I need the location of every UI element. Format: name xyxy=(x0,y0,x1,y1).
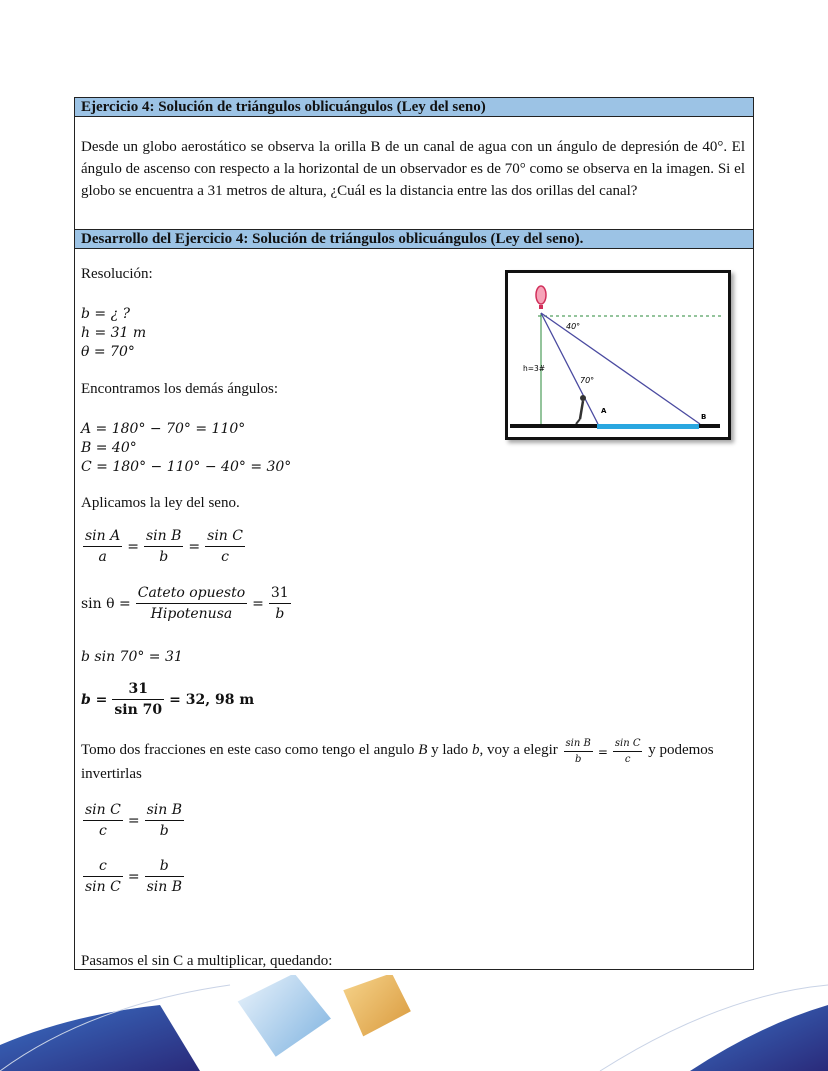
tomo-paragraph: Tomo dos fracciones en este caso como tengo el angulo B y lado b, voy a elegir $\frac{\text{sin B}}{b}$ = $\frac{\text{sin C}}{c}$ y podemos xyxy=(81,738,714,765)
sine-definition: sin θ = $\frac{\text{Cateto opuesto}}{\text{Hipotenusa}}$ = $\frac{31}{b}$ xyxy=(81,585,289,622)
angle-a: A = 180° − 70° = 110° xyxy=(81,421,246,437)
point-b-label: B xyxy=(701,413,707,421)
light-blue-tile xyxy=(235,975,335,1061)
b-result: b = $\frac{31}{\sin 70}$ = 32, 98 m xyxy=(81,681,255,718)
problem-statement: Desde un globo aerostático se observa la orilla B de un canal de agua con un ángulo de depresión de 40°. El ángulo de ascenso con respecto a la horizontal de un observador es de 70° como se observa en la imagen. Si el globo se encuentra a 31 metros de altura, ¿Cuál es la distancia entre las dos orillas del canal? xyxy=(81,139,745,199)
line-of-sight-b xyxy=(541,313,700,424)
exercise-header: Ejercicio 4: Solución de triángulos oblicuángulos (Ley del seno) xyxy=(75,98,753,117)
given-h: h = 31 m xyxy=(81,325,147,341)
balloon-figure xyxy=(505,270,731,440)
water-channel xyxy=(597,424,699,429)
pasamos-text: Pasamos el sin C a multiplicar, quedando: xyxy=(81,953,333,969)
right-blue-shape xyxy=(690,1005,828,1071)
observer-head xyxy=(580,395,586,401)
equation-ratio: $\frac{\text{sin C}}{c}$ = $\frac{\text{sin B}}{b}$ xyxy=(85,802,182,839)
observer-leg xyxy=(576,419,580,424)
tomo-line2: invertirlas xyxy=(81,766,142,782)
angle-c: C = 180° − 110° − 40° = 30° xyxy=(81,459,292,475)
triangle-diagram xyxy=(508,273,728,437)
balloon-basket xyxy=(539,305,543,309)
exercise-frame xyxy=(74,97,754,970)
height-label: h=3# xyxy=(523,364,546,373)
left-blue-shape xyxy=(0,1005,200,1071)
b-equation: b sin 70° = 31 xyxy=(81,649,183,665)
angle-40-label: 40° xyxy=(566,322,581,331)
given-theta: θ = 70° xyxy=(81,344,135,360)
footer-decoration xyxy=(0,975,828,1071)
resolucion-label: Resolución: xyxy=(81,266,153,282)
angle-70-label: 70° xyxy=(580,376,595,385)
angle-b: B = 40° xyxy=(81,440,137,456)
observer-body xyxy=(580,401,583,419)
equation-inverted: $\frac{c}{\text{sin C}}$ = $\frac{b}{\text{sin B}}$ xyxy=(85,858,182,895)
balloon-icon xyxy=(536,286,546,304)
given-b: b = ¿ ? xyxy=(81,306,131,322)
orange-tile xyxy=(342,975,413,1038)
law-intro: Aplicamos la ley del seno. xyxy=(81,495,240,511)
development-header: Desarrollo del Ejercicio 4: Solución de triángulos oblicuángulos (Ley del seno). xyxy=(75,229,753,249)
point-a-label: A xyxy=(601,407,607,415)
law-of-sines: $\frac{\text{sin A}}{a}$ = $\frac{\text{sin B}}{b}$ = $\frac{\text{sin C}}{c}$ xyxy=(85,528,243,565)
angles-intro: Encontramos los demás ángulos: xyxy=(81,381,279,397)
